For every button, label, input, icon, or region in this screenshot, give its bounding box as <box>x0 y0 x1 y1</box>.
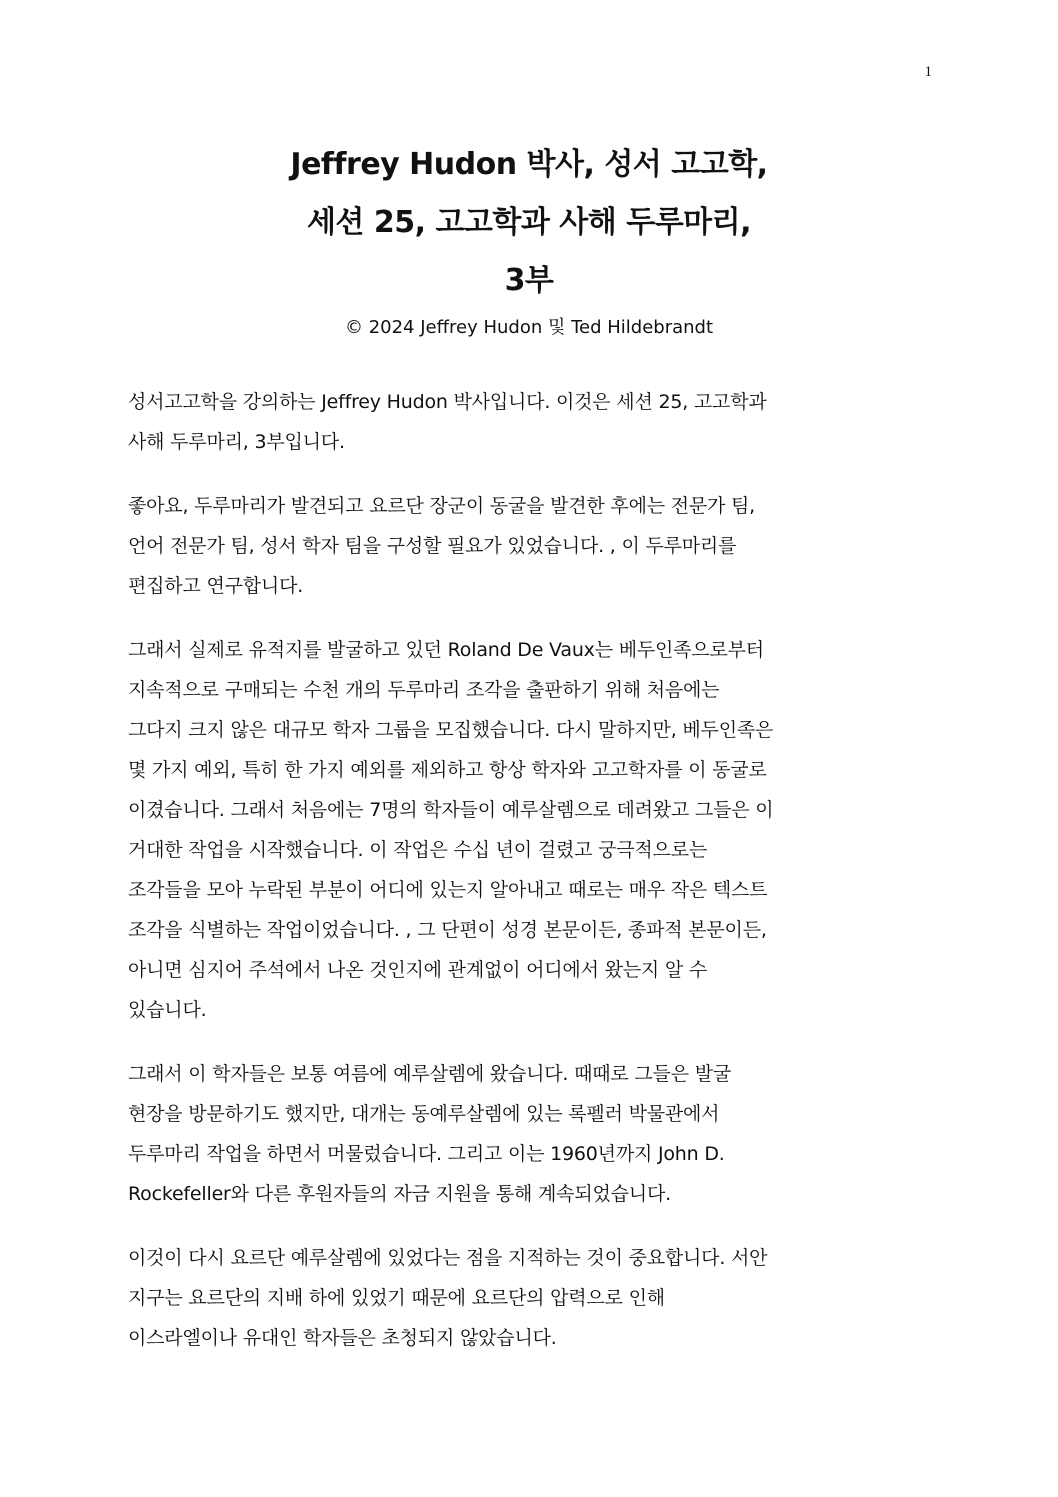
title-line-3: 3부 <box>504 263 554 298</box>
title-line-2: 세션 25, 고고학과 사해 두루마리, <box>306 205 752 240</box>
document-header <box>0 136 1058 340</box>
text-line: 거대한 작업을 시작했습니다. 이 작업은 수십 년이 걸렸고 궁극적으로는 <box>128 839 708 861</box>
text-line: 있습니다. <box>128 999 207 1021</box>
paragraph-4 <box>128 1054 928 1214</box>
text-line: 편집하고 연구합니다. <box>128 575 304 597</box>
paragraph-1 <box>128 382 928 462</box>
text-line: 이스라엘이나 유대인 학자들은 초청되지 않았습니다. <box>128 1327 557 1349</box>
text-line: 두루마리 작업을 하면서 머물렀습니다. 그리고 이는 1960년까지 John D. <box>128 1143 725 1165</box>
text-line: 사해 두루마리, 3부입니다. <box>128 431 345 453</box>
title-line-1: Jeffrey Hudon 박사, 성서 고고학, <box>290 147 768 182</box>
text-line: 조각들을 모아 누락된 부분이 어디에 있는지 알아내고 때로는 매우 작은 텍스트 <box>128 879 768 901</box>
text-line: 몇 가지 예외, 특히 한 가지 예외를 제외하고 항상 학자와 고고학자를 이 동굴로 <box>128 759 767 781</box>
text-line: 그래서 실제로 유적지를 발굴하고 있던 Roland De Vaux는 베두인족으로부터 <box>128 639 764 661</box>
text-line: 그다지 크지 않은 대규모 학자 그룹을 모집했습니다. 다시 말하지만, 베두인족은 <box>128 719 774 741</box>
paragraph-3 <box>128 630 928 1030</box>
text-line: 지구는 요르단의 지배 하에 있었기 때문에 요르단의 압력으로 인해 <box>128 1287 665 1309</box>
text-line: 현장을 방문하기도 했지만, 대개는 동예루살렘에 있는 록펠러 박물관에서 <box>128 1103 720 1125</box>
text-line: 그래서 이 학자들은 보통 여름에 예루살렘에 왔습니다. 때때로 그들은 발굴 <box>128 1063 732 1085</box>
text-line: 언어 전문가 팀, 성서 학자 팀을 구성할 필요가 있었습니다. , 이 두루마리를 <box>128 535 737 557</box>
text-line: Rockefeller와 다른 후원자들의 자금 지원을 통해 계속되었습니다. <box>128 1183 671 1205</box>
text-line: 아니면 심지어 주석에서 나온 것인지에 관계없이 어디에서 왔는지 알 수 <box>128 959 708 981</box>
text-line: 좋아요, 두루마리가 발견되고 요르단 장군이 동굴을 발견한 후에는 전문가 팀, <box>128 495 756 517</box>
copyright-line: © 2024 Jeffrey Hudon 및 Ted Hildebrandt <box>344 317 714 338</box>
paragraph-5 <box>128 1238 928 1358</box>
page-number: 1 <box>924 64 932 80</box>
text-line: 지속적으로 구매되는 수천 개의 두루마리 조각을 출판하기 위해 처음에는 <box>128 679 720 701</box>
text-line: 조각을 식별하는 작업이었습니다. , 그 단편이 성경 본문이든, 종파적 본문이든, <box>128 919 767 941</box>
text-line: 이것이 다시 요르단 예루살렘에 있었다는 점을 지적하는 것이 중요합니다. 서안 <box>128 1247 768 1269</box>
text-line: 이겼습니다. 그래서 처음에는 7명의 학자들이 예루살렘으로 데려왔고 그들은 이 <box>128 799 774 821</box>
text-line: 성서고고학을 강의하는 Jeffrey Hudon 박사입니다. 이것은 세션 25, 고고학과 <box>128 391 767 413</box>
document-body <box>128 382 928 1382</box>
paragraph-2 <box>128 486 928 606</box>
